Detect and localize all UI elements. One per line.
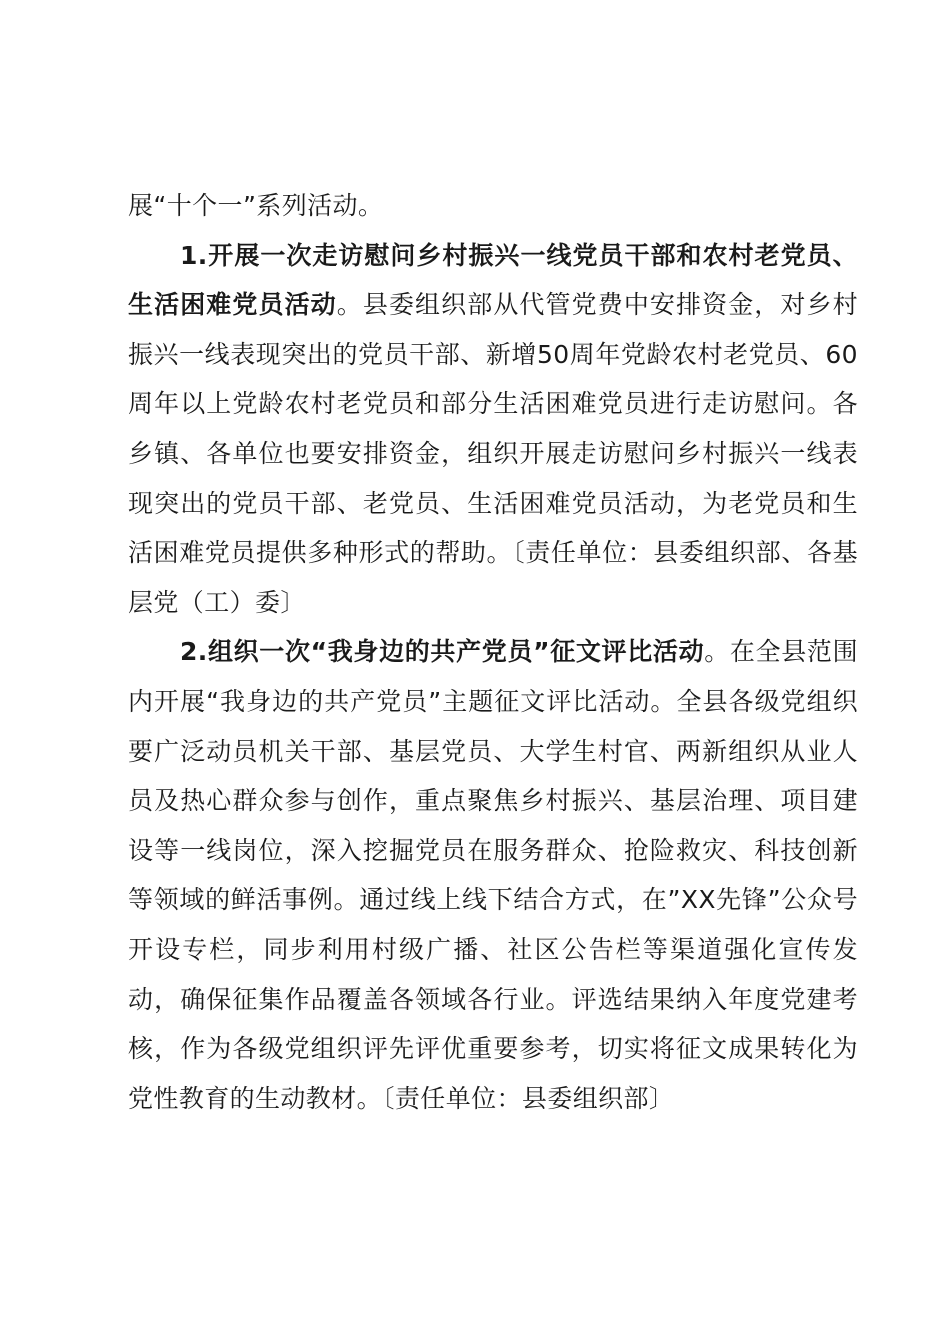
- item-1-body: 。县委组织部从代管党费中安排资金，对乡村振兴一线表现突出的党员干部、新增50周年党龄农村老党员、60周年以上党龄农村老党员和部分生活困难党员进行走访慰问。各乡镇、各单位也要安排资金，组织开展走访慰问乡村振兴一线表现突出的党员干部、老党员、生活困难党员活动，为老党员和生活困难党员提供多种形式的帮助。〔责任单位：县委组织部、各基层党（工）委〕: [128, 290, 858, 617]
- document-body: [128, 181, 858, 1123]
- item-2-body: 。在全县范围内开展“我身边的共产党员”主题征文评比活动。全县各级党组织要广泛动员机关干部、基层党员、大学生村官、两新组织从业人员及热心群众参与创作，重点聚焦乡村振兴、基层治理、项目建设等一线岗位，深入挖掘党员在服务群众、抢险救灾、科技创新等领域的鲜活事例。通过线上线下结合方式，在”XX先锋”公众号开设专栏，同步利用村级广播、社区公告栏等渠道强化宣传发动，确保征集作品覆盖各领域各行业。评选结果纳入年度党建考核，作为各级党组织评先评优重要参考，切实将征文成果转化为党性教育的生动教材。〔责任单位：县委组织部〕: [128, 637, 858, 1113]
- item-2-heading: 2.组织一次“我身边的共产党员”征文评比活动: [180, 637, 705, 667]
- item-1-paragraph: [128, 231, 858, 628]
- item-2-paragraph: [128, 627, 858, 1123]
- intro-paragraph: [128, 181, 858, 231]
- item-1-heading: 1.开展一次走访慰问乡村振兴一线党员干部和农村老党员、生活困难党员活动: [128, 240, 858, 320]
- intro-text: 展“十个一”系列活动。: [128, 191, 384, 220]
